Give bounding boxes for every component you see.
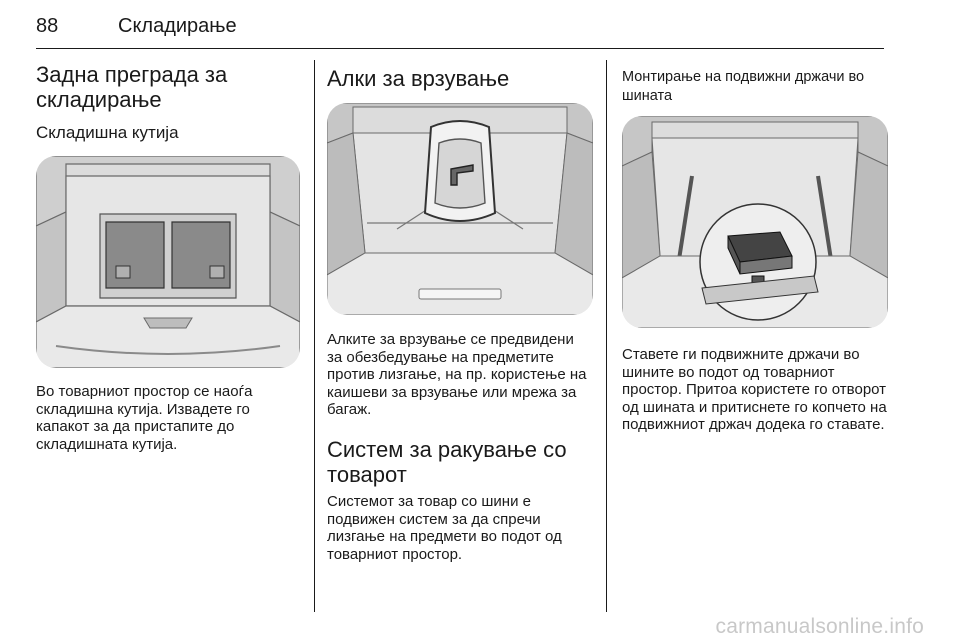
storage-box-description: Во товарниот простор се наоѓа складишна кутија. Извадете го капакот за да пристапите до складишната кутија. [36, 383, 253, 453]
rail-holder-illustration-icon [622, 116, 888, 328]
section-title-fitting-holders: Монтирање на подвижни држачи во шината [622, 69, 865, 104]
column-divider-2 [606, 60, 607, 612]
subsection-title-storage-box: Складишна кутија [36, 123, 179, 142]
column-3 [622, 62, 888, 434]
watermark: carmanualsonline.info [715, 615, 924, 638]
header-rule [36, 48, 884, 49]
section-title-lashing-eyes: Алки за врзување [327, 66, 510, 91]
storage-box-illustration-icon [36, 156, 300, 368]
running-head: Складирање [118, 15, 237, 37]
section-title-rear-storage: Задна преграда за складирање [36, 62, 228, 112]
fitting-holders-description: Ставете ги подвижните држачи во шините во подот од товарниот простор. Притоа користете го отворот од шината и притиснете го копчето на подвижниот држач додека го ставате. [622, 346, 887, 434]
column-divider-1 [314, 60, 315, 612]
lashing-eyes-illustration-icon [327, 103, 593, 315]
page-number: 88 [36, 15, 59, 37]
load-management-description: Системот за товар со шини е подвижен систем за да спречи лизгање на предмети во подот од товарниот простор. [327, 492, 562, 563]
column-2 [327, 62, 593, 563]
column-1 [36, 62, 300, 453]
lashing-eyes-description: Алките за врзување се предвидени за обезбедување на предметите против лизгање, на пр. користење на каишеви за врзување или мрежа за багаж. [327, 331, 587, 419]
section-title-load-management: Систем за ракување со товарот [327, 436, 567, 487]
